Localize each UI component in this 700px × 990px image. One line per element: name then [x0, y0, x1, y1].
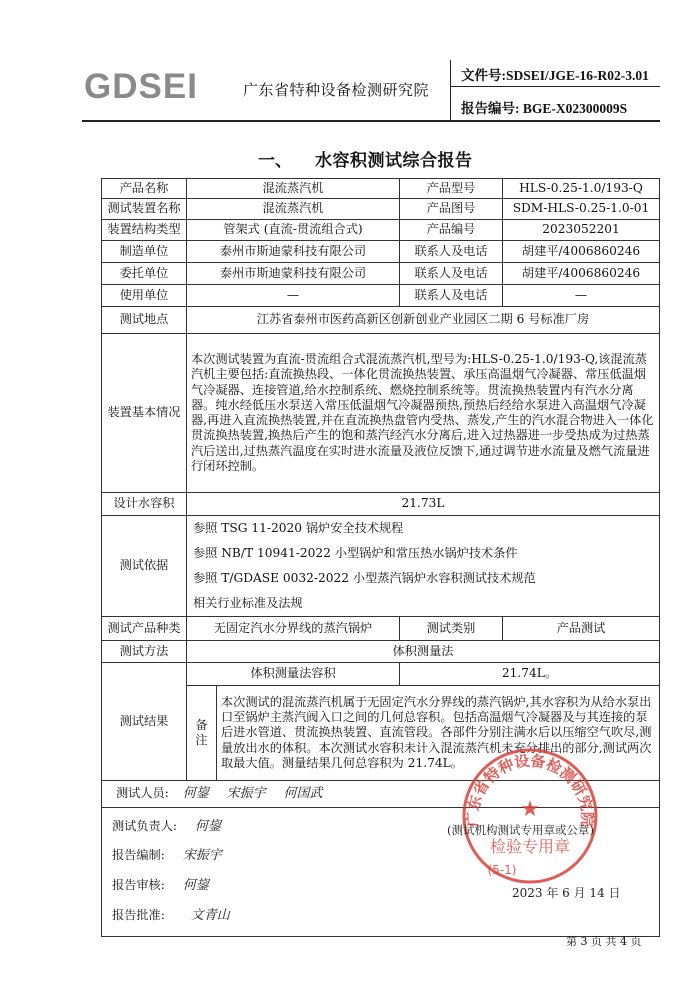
signature-tester-3: 何国武	[283, 785, 323, 801]
label-product-model: 产品型号	[400, 179, 503, 199]
signature-reviewer: 何鋆	[182, 878, 209, 893]
row-location	[102, 307, 660, 334]
report-number: 报告编号: BGE-X02300009S	[461, 101, 628, 116]
row-basis	[102, 516, 660, 617]
label-result: 测试结果	[102, 663, 187, 781]
value-test-type: 产品测试	[503, 617, 660, 641]
label-client: 委托单位	[102, 263, 187, 285]
label-test-type: 测试类别	[400, 617, 503, 641]
value-product-model: HLS-0.25-1.0/193-Q	[503, 179, 660, 199]
value-category: 无固定汽水分界线的蒸汽锅炉	[187, 617, 400, 641]
value-structure: 管架式 (直流-贯流组合式)	[187, 220, 400, 241]
value-location: 江苏省泰州市医药高新区创新创业产业园区二期 6 号标准厂房	[187, 307, 660, 334]
row-device-name	[102, 199, 660, 220]
row-method	[102, 641, 660, 663]
label-device-name: 测试装置名称	[102, 199, 187, 220]
signature-tester-1: 何鋆	[182, 785, 209, 801]
label-basic-info: 装置基本情况	[102, 334, 187, 493]
label-basis: 测试依据	[102, 516, 187, 617]
label-method: 测试方法	[102, 641, 187, 663]
value-client-contact: 胡建平/4006860246	[503, 263, 660, 285]
label-design-volume: 设计水容积	[102, 493, 187, 516]
seal-star: ★	[520, 797, 540, 822]
basis-item: 参照 NB/T 10941-2022 小型锅炉和常压热水锅炉技术条件	[193, 546, 518, 560]
value-method: 体积测量法	[187, 641, 660, 663]
row-manufacturer	[102, 241, 660, 263]
label-compiler: 报告编制:	[112, 848, 165, 862]
label-approver: 报告批准:	[112, 908, 165, 922]
organization-name: 广东省特种设备检测研究院	[243, 81, 430, 99]
value-basic-info: 本次测试装置为直流-贯流组合式混流蒸汽机,型号为:HLS-0.25-1.0/193-Q,该混流蒸汽机主要包括:直流换热段、一体化贯流换热装置、承压高温烟气冷凝器、常压低温烟气冷凝器、连接管道,给水控制系统、燃烧控制系统等。贯流换热装置内有汽水分离器。纯水经低压水泵送入常压低温烟气冷凝器预热,预热后经给水泵进入高温烟气冷凝器,再进入直流换热装置,并在直流换热盘管内受热、蒸发,产生的汽水混合物进入一体化贯流换热装置,换热后产生的饱和蒸汽经汽水分离后,进入过热器进一步受热成为过热蒸汽后送出,过热蒸汽温度在实时进水流量及液位反馈下,通过调节进水流量及燃气流量进行闭环控制。	[187, 334, 660, 493]
gdsei-logo	[82, 66, 232, 106]
value-drawing-number: SDM-HLS-0.25-1.0-01	[503, 199, 660, 220]
label-manufacturer-contact: 联系人及电话	[400, 241, 503, 263]
header-divider	[450, 86, 660, 87]
label-remark: 备注	[187, 686, 217, 781]
row-client	[102, 263, 660, 285]
value-remark: 本次测试的混流蒸汽机属于无固定汽水分界线的蒸汽锅炉,其水容积为从给水泵出口至锅炉主蒸汽阀入口之间的几何总容积。包括高温烟气冷凝器及与其连接的泵后进水管道、贯流换热装置、直流管段。各部件分别注满水后以压缩空气吹尽,测量放出水的体积。本次测试水容积未计入混流蒸汽机未充分排出的部分,测试两次取最大值。测量结果几何总容积为 21.74L。	[217, 686, 660, 781]
section-number: 一、	[258, 151, 292, 171]
value-manufacturer-contact: 胡建平/4006860246	[503, 241, 660, 263]
value-product-number: 2023052201	[503, 220, 660, 241]
stamp-note: (测试机构测试专用章或公章)	[447, 823, 594, 837]
value-user-contact: —	[503, 285, 660, 307]
value-device-name: 混流蒸汽机	[187, 199, 400, 220]
signature-tester-2: 宋振宇	[226, 785, 266, 801]
signature-approver: 文青山	[190, 908, 230, 923]
label-client-contact: 联系人及电话	[400, 263, 503, 285]
seal-ring-text: 广东省特种设备检测研究院	[463, 751, 597, 828]
value-product-name: 混流蒸汽机	[187, 179, 400, 199]
document-number: 文件号:SDSEI/JGE-16-R02-3.01	[461, 68, 649, 83]
seal-center-text: 检验专用章	[489, 837, 571, 856]
label-responsible: 测试负责人:	[112, 819, 178, 833]
row-result-measured	[102, 663, 660, 686]
label-product-number: 产品编号	[400, 220, 503, 241]
row-category	[102, 617, 660, 641]
header-vertical-divider	[450, 60, 451, 120]
inspection-seal	[460, 746, 600, 886]
value-design-volume: 21.73L	[187, 493, 660, 516]
label-user-contact: 联系人及电话	[400, 285, 503, 307]
basis-item: 相关行业标准及法规	[193, 596, 303, 610]
row-basic-info	[102, 334, 660, 493]
label-manufacturer: 制造单位	[102, 241, 187, 263]
label-drawing-number: 产品图号	[400, 199, 503, 220]
stamp-date: 2023 年 6 月 14 日	[512, 886, 621, 900]
signature-compiler: 宋振宇	[182, 848, 222, 863]
label-user: 使用单位	[102, 285, 187, 307]
label-location: 测试地点	[102, 307, 187, 334]
header-rule	[82, 120, 660, 122]
signature-responsible: 何鋆	[194, 819, 221, 834]
approver-line	[102, 900, 659, 930]
value-client: 泰州市斯迪蒙科技有限公司	[187, 263, 400, 285]
label-measured-volume: 体积测量法容积	[187, 663, 400, 686]
value-user: —	[187, 285, 400, 307]
value-manufacturer: 泰州市斯迪蒙科技有限公司	[187, 241, 400, 263]
page-number: 第 3 页 共 4 页	[566, 935, 642, 948]
label-structure: 装置结构类型	[102, 220, 187, 241]
basis-item: 参照 T/GDASE 0032-2022 小型蒸汽锅炉水容积测试技术规范	[193, 571, 536, 585]
seal-code: (5-1)	[487, 863, 517, 877]
label-category: 测试产品种类	[102, 617, 187, 641]
value-measured-volume: 21.74L。	[400, 663, 660, 686]
label-product-name: 产品名称	[102, 179, 187, 199]
basis-item: 参照 TSG 11-2020 锅炉安全技术规程	[193, 521, 404, 535]
row-structure	[102, 220, 660, 241]
section-title-text: 水容积测试综合报告	[315, 151, 473, 171]
logo-text: GDSEI	[84, 67, 198, 106]
row-design-volume	[102, 493, 660, 516]
value-basis	[187, 516, 660, 617]
row-user	[102, 285, 660, 307]
label-testers: 测试人员:	[116, 785, 169, 800]
row-product-name	[102, 179, 660, 199]
label-reviewer: 报告审核:	[112, 878, 165, 892]
